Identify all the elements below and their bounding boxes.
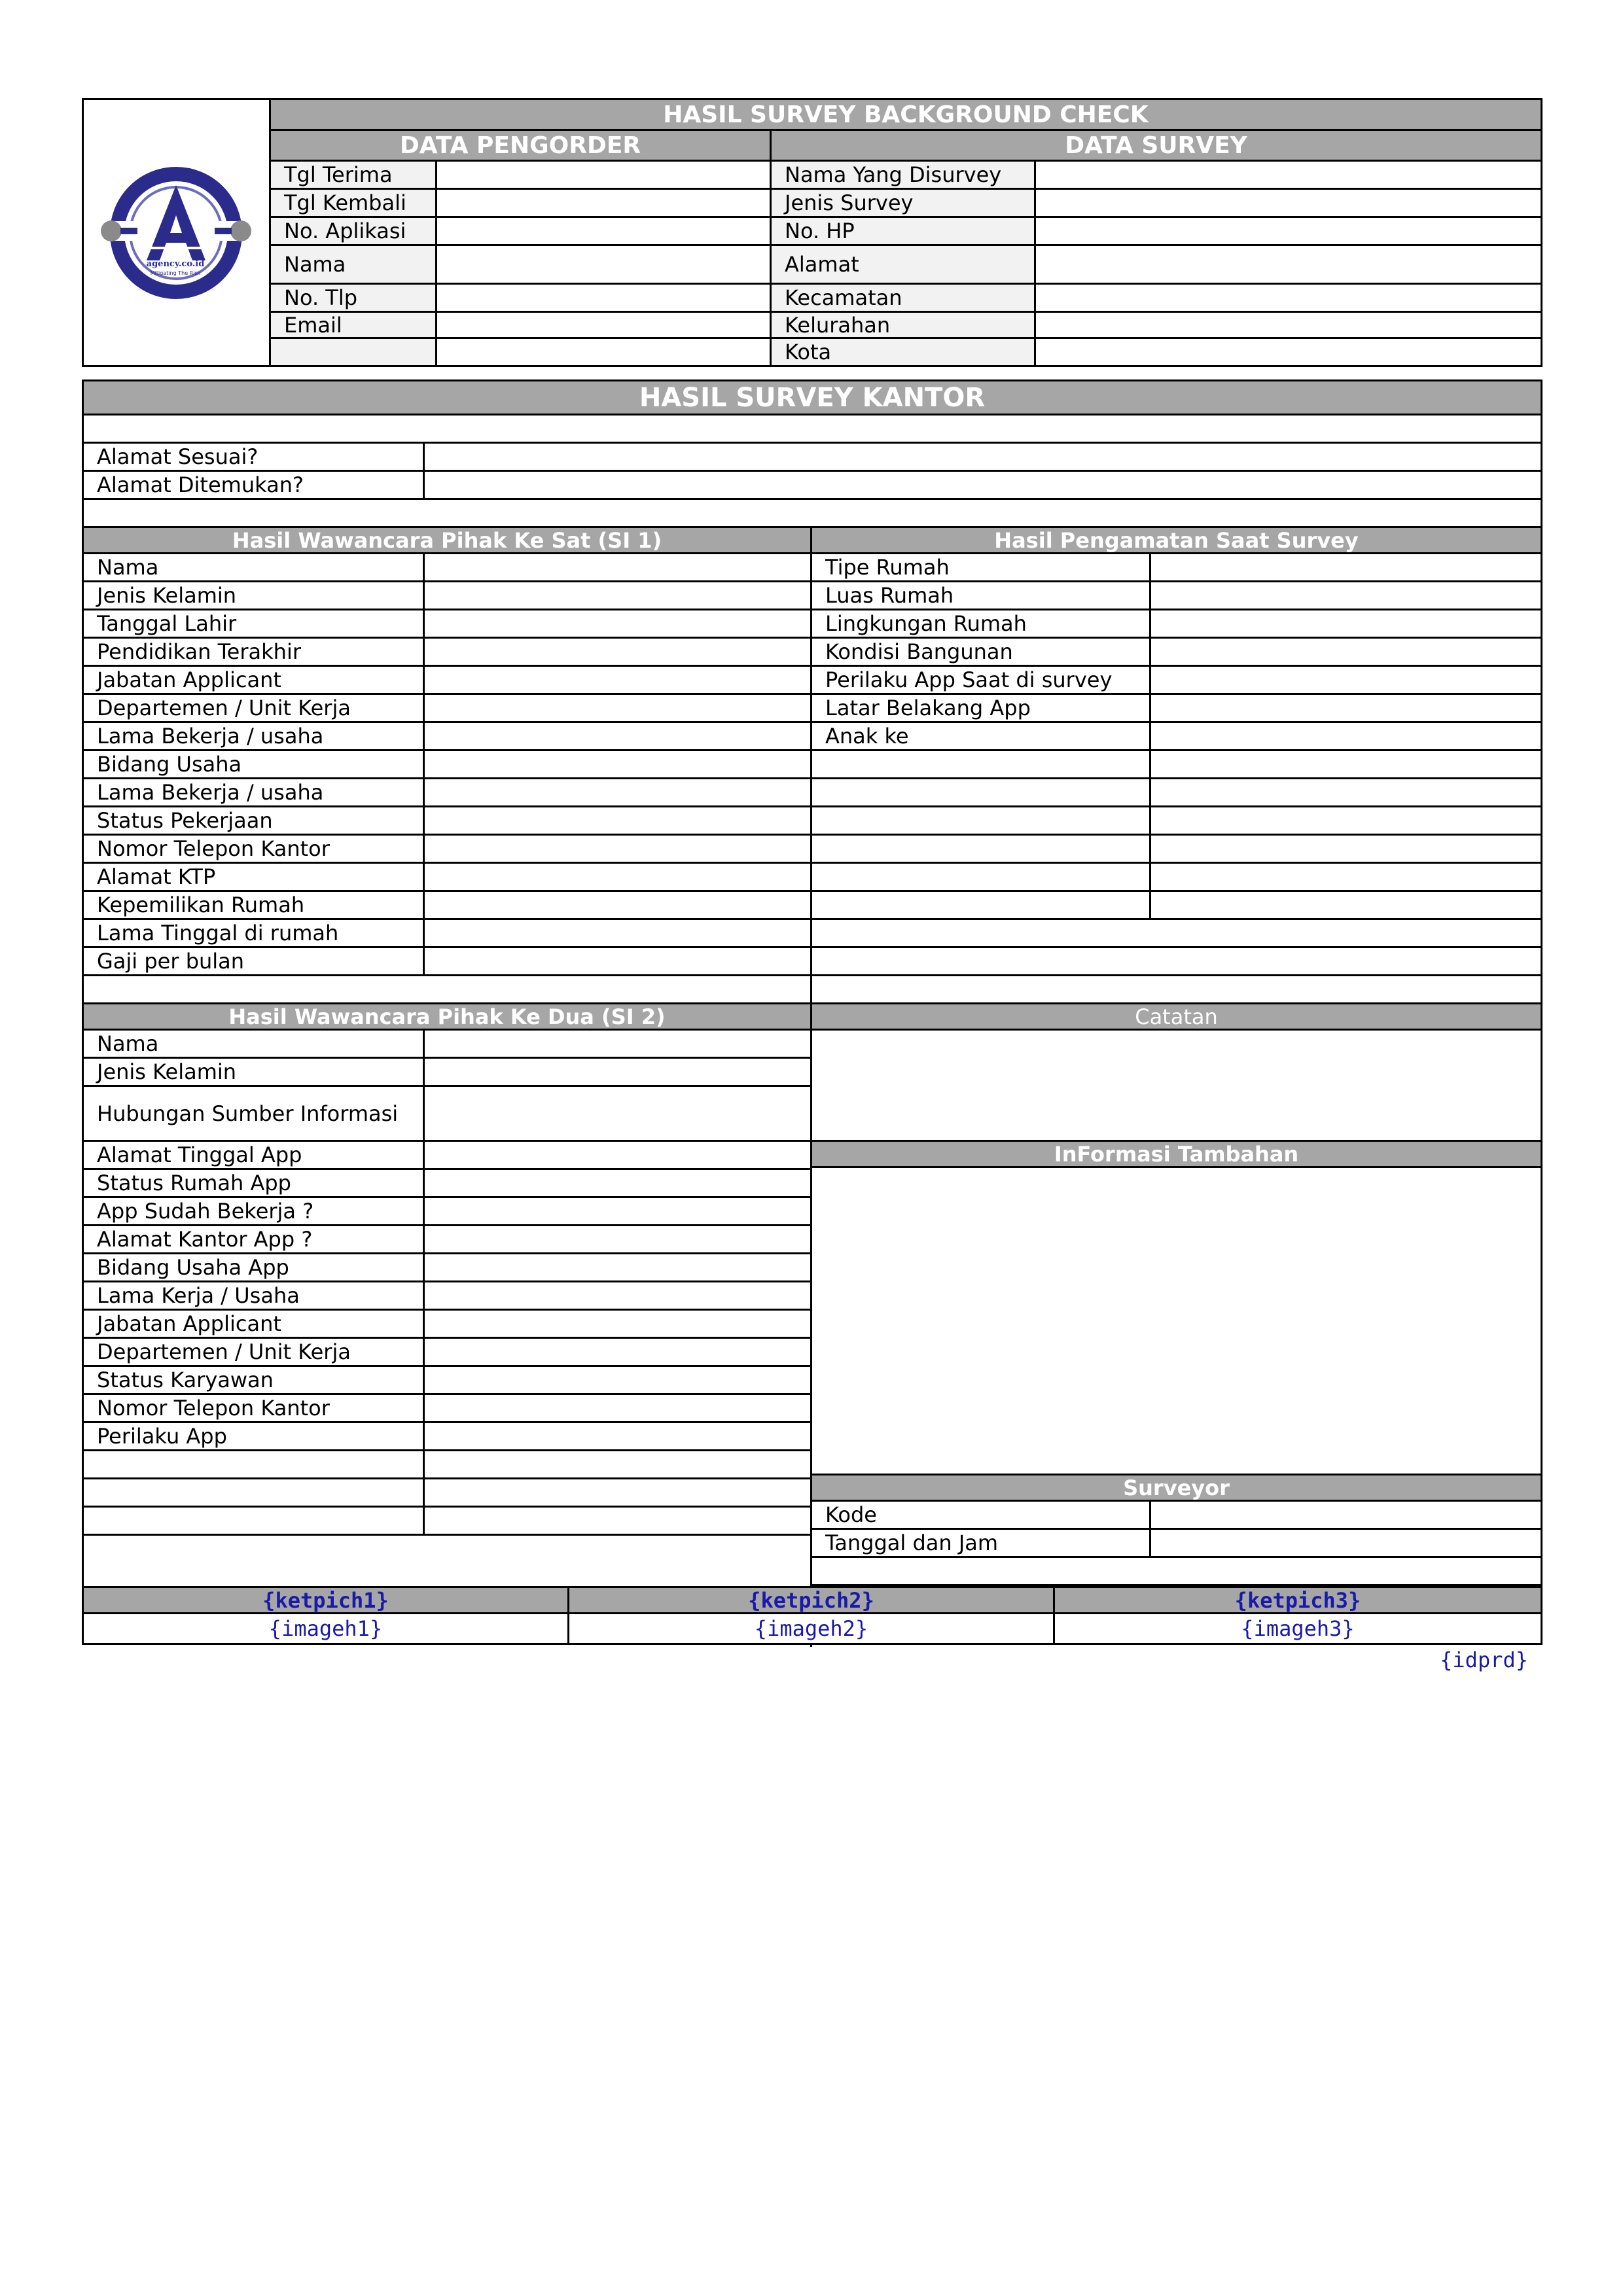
value-field[interactable] (425, 892, 810, 918)
form-row (84, 836, 810, 864)
value-field[interactable] (425, 948, 810, 974)
form-row (84, 639, 810, 667)
product-id: {idprd} (1440, 1648, 1528, 1672)
label-cell: Gaji per bulan (84, 948, 425, 974)
form-row (84, 807, 810, 836)
photo-image-2[interactable]: {imageh2} (569, 1614, 1055, 1643)
header-block (82, 98, 1543, 367)
notes-textarea[interactable] (812, 1031, 1541, 1140)
label-cell (84, 1479, 425, 1506)
label-cell: Bidang Usaha (84, 751, 425, 777)
label-cell: Alamat KTP (84, 864, 425, 890)
value-field[interactable] (425, 610, 810, 637)
spacer-row (84, 415, 1541, 444)
form-row (84, 1226, 810, 1254)
label-cell (812, 751, 1151, 777)
surveyor-row (812, 1502, 1541, 1530)
label-cell: Nomor Telepon Kantor (84, 836, 425, 862)
spacer-row (812, 1558, 1541, 1586)
label-cell: Kelurahan (772, 313, 1036, 337)
label-cell: Lama Tinggal di rumah (84, 920, 425, 946)
label-cell: Pendidikan Terakhir (84, 639, 425, 665)
label-cell: Kepemilikan Rumah (84, 892, 425, 918)
additional-area[interactable] (812, 1168, 1541, 1475)
form-row (84, 723, 810, 751)
value-field[interactable] (1151, 723, 1541, 749)
alamat-ditemukan-row (84, 472, 1541, 500)
office-title-row (84, 381, 1541, 415)
value-field[interactable] (437, 339, 772, 365)
value-field[interactable] (437, 246, 772, 283)
label-cell: Lama Bekerja / usaha (84, 779, 425, 805)
value-field[interactable] (1151, 751, 1541, 777)
data-survey-heading: DATA SURVEY (1065, 132, 1247, 159)
value-field[interactable] (425, 864, 810, 890)
label-cell (812, 892, 1151, 918)
value-field[interactable] (425, 1142, 810, 1168)
label-cell: Kode (812, 1502, 1151, 1528)
office-survey-block (82, 380, 1543, 1645)
value-field[interactable] (1036, 285, 1541, 311)
value-field[interactable] (425, 1367, 810, 1393)
form-row (812, 667, 1541, 695)
form-row (84, 864, 810, 892)
form-row (84, 582, 810, 610)
spacer-row (812, 920, 1541, 948)
observation-title: Hasil Pengamatan Saat Survey (994, 528, 1359, 552)
form-row (84, 667, 810, 695)
label-cell: Jenis Survey (772, 190, 1036, 216)
empty-row (812, 892, 1541, 920)
header-row-2 (271, 190, 1541, 218)
label-cell: Jabatan Applicant (84, 667, 425, 693)
value-field[interactable] (425, 1479, 810, 1506)
empty-row (812, 779, 1541, 807)
value-field[interactable] (1151, 779, 1541, 805)
company-logo (84, 100, 271, 365)
form-row (84, 1395, 810, 1423)
label-cell: Status Karyawan (84, 1367, 425, 1393)
label-cell: Bidang Usaha App (84, 1254, 425, 1280)
label-cell: Jenis Kelamin (84, 582, 425, 609)
label-cell: Alamat (772, 246, 1036, 283)
value-field[interactable] (437, 218, 772, 244)
form-row (812, 723, 1541, 751)
header-row-5 (271, 285, 1541, 313)
si1-section (84, 528, 812, 1647)
form-row (812, 695, 1541, 723)
header-row-6 (271, 313, 1541, 339)
label-cell: No. Tlp (271, 285, 437, 311)
si1-title-row (84, 528, 810, 554)
label-cell: Jabatan Applicant (84, 1311, 425, 1337)
value-field[interactable] (425, 779, 810, 805)
value-field[interactable] (425, 1395, 810, 1421)
value-field[interactable] (1036, 313, 1541, 337)
value-field[interactable] (425, 807, 810, 834)
observation-title-row (812, 528, 1541, 554)
value-field[interactable] (1151, 610, 1541, 637)
label-cell: Tanggal Lahir (84, 610, 425, 637)
spacer-row (812, 976, 1541, 1004)
form-row (84, 892, 810, 920)
value-field[interactable] (425, 472, 1541, 498)
value-field[interactable] (425, 836, 810, 862)
header-table (271, 100, 1541, 365)
si2-title: Hasil Wawancara Pihak Ke Dua (SI 2) (228, 1004, 666, 1029)
form-row (84, 610, 810, 639)
label-cell: No. Aplikasi (271, 218, 437, 244)
value-field[interactable] (425, 920, 810, 946)
photo-image-1[interactable]: {imageh1} (84, 1614, 569, 1643)
si1-title: Hasil Wawancara Pihak Ke Sat (SI 1) (232, 528, 662, 552)
label-cell: Nomor Telepon Kantor (84, 1395, 425, 1421)
section-header-row (271, 131, 1541, 162)
photo-image-3[interactable]: {imageh3} (1241, 1616, 1355, 1641)
label-cell: Kecamatan (772, 285, 1036, 311)
data-pengorder-heading: DATA PENGORDER (271, 131, 772, 160)
label-cell: Kondisi Bangunan (812, 639, 1151, 665)
value-field[interactable] (425, 1311, 810, 1337)
value-field[interactable] (1036, 218, 1541, 244)
form-row (84, 695, 810, 723)
empty-row (812, 751, 1541, 779)
si2-row (84, 1031, 810, 1059)
label-cell: Nama (271, 246, 437, 283)
photo-table (84, 1586, 1541, 1643)
label-cell: Nama Yang Disurvey (772, 162, 1036, 188)
label-cell: App Sudah Bekerja ? (84, 1198, 425, 1224)
form-row (84, 554, 810, 582)
form-row (84, 751, 810, 779)
spacer-row (84, 976, 810, 1004)
empty-row (812, 836, 1541, 864)
header-row-4 (271, 246, 1541, 285)
value-field[interactable] (425, 667, 810, 693)
label-cell: Perilaku App Saat di survey (812, 667, 1151, 693)
empty-row (84, 1479, 810, 1508)
value-field[interactable] (1151, 864, 1541, 890)
value-field[interactable] (425, 1226, 810, 1252)
value-field[interactable] (425, 695, 810, 721)
label-cell: Status Rumah App (84, 1170, 425, 1196)
si2-row (84, 1059, 810, 1087)
form-row (84, 1198, 810, 1226)
surveyor-row (812, 1530, 1541, 1558)
label-cell: Lama Kerja / Usaha (84, 1282, 425, 1309)
value-field[interactable] (425, 1451, 810, 1477)
spacer-row (812, 948, 1541, 976)
surveyor-title: Surveyor (1123, 1475, 1230, 1500)
value-field[interactable] (1151, 695, 1541, 721)
value-field[interactable] (1151, 807, 1541, 834)
header-row-1 (271, 162, 1541, 190)
value-field[interactable] (425, 554, 810, 580)
value-field[interactable] (1151, 892, 1541, 918)
logo-tagline: Mitigating The Risk (150, 270, 201, 276)
label-cell: Tgl Terima (271, 162, 437, 188)
form-row (84, 1367, 810, 1395)
form-row (84, 1142, 810, 1170)
label-cell: Nama (84, 1031, 425, 1057)
label-cell (812, 779, 1151, 805)
label-cell: Alamat Ditemukan? (84, 472, 425, 498)
page-title: HASIL SURVEY BACKGROUND CHECK (663, 101, 1149, 128)
value-field[interactable] (425, 444, 1541, 470)
value-field[interactable] (425, 1282, 810, 1309)
alamat-sesuai-row (84, 444, 1541, 472)
spacer-row (84, 500, 1541, 528)
value-field[interactable] (437, 190, 772, 216)
label-cell: Departemen / Unit Kerja (84, 695, 425, 721)
office-title: HASIL SURVEY KANTOR (639, 382, 986, 413)
value-field[interactable] (1151, 554, 1541, 580)
value-field[interactable] (425, 751, 810, 777)
additional-textarea[interactable] (812, 1168, 1541, 1474)
value-field[interactable] (425, 1170, 810, 1196)
photo-caption-2: {ketpich2} (569, 1588, 1055, 1612)
value-field[interactable] (1036, 246, 1541, 283)
label-cell: Alamat Tinggal App (84, 1142, 425, 1168)
additional-title-row (812, 1142, 1541, 1168)
photo-image-row (84, 1614, 1541, 1643)
label-cell: Tgl Kembali (271, 190, 437, 216)
label-cell (84, 1508, 425, 1534)
label-cell: Luas Rumah (812, 582, 1151, 609)
form-row (84, 1311, 810, 1339)
label-cell: Nama (84, 554, 425, 580)
observation-section (812, 528, 1541, 1647)
value-field[interactable] (1151, 836, 1541, 862)
label-cell: Kota (772, 339, 1036, 365)
value-field[interactable] (425, 582, 810, 609)
notes-title: Catatan (1135, 1004, 1218, 1029)
label-cell: Tanggal dan Jam (812, 1530, 1151, 1556)
label-cell: Lingkungan Rumah (812, 610, 1151, 637)
value-field[interactable] (1151, 1530, 1541, 1556)
label-cell: Perilaku App (84, 1423, 425, 1449)
notes-title-row (812, 1004, 1541, 1031)
label-cell (812, 864, 1151, 890)
form-row (84, 1423, 810, 1451)
si2-title-row (84, 1004, 810, 1031)
value-field[interactable] (1036, 339, 1541, 365)
value-field[interactable] (425, 1087, 810, 1140)
form-row (84, 920, 810, 948)
form-row (812, 639, 1541, 667)
value-field[interactable] (425, 723, 810, 749)
photo-caption-row (84, 1588, 1541, 1614)
notes-area[interactable] (812, 1031, 1541, 1142)
value-field[interactable] (1151, 582, 1541, 609)
value-field[interactable] (1151, 639, 1541, 665)
empty-row (84, 1508, 810, 1536)
surveyor-title-row (812, 1475, 1541, 1502)
value-field[interactable] (1151, 1502, 1541, 1528)
value-field[interactable] (425, 1508, 810, 1534)
empty-row (812, 807, 1541, 836)
value-field[interactable] (425, 1423, 810, 1449)
value-field[interactable] (425, 1059, 810, 1085)
si2-row-tall (84, 1087, 810, 1142)
label-cell: Latar Belakang App (812, 695, 1151, 721)
form-row (812, 582, 1541, 610)
form-row (84, 1170, 810, 1198)
label-cell: Hubungan Sumber Informasi (84, 1087, 425, 1140)
label-cell (271, 339, 437, 365)
empty-row (84, 1451, 810, 1479)
value-field[interactable] (1151, 667, 1541, 693)
photo-caption-3: {ketpich3} (1234, 1588, 1361, 1612)
label-cell: Status Pekerjaan (84, 807, 425, 834)
empty-row (812, 864, 1541, 892)
value-field[interactable] (425, 1031, 810, 1057)
form-row (84, 1339, 810, 1367)
form-row (84, 948, 810, 976)
header-row-7 (271, 339, 1541, 365)
value-field[interactable] (425, 1198, 810, 1224)
value-field[interactable] (1036, 162, 1541, 188)
value-field[interactable] (425, 1254, 810, 1280)
form-row (812, 554, 1541, 582)
label-cell (84, 1451, 425, 1477)
value-field[interactable] (425, 639, 810, 665)
label-cell: Alamat Sesuai? (84, 444, 425, 470)
logo-wordmark: agency.co.id (146, 259, 205, 269)
value-field[interactable] (437, 285, 772, 311)
label-cell: Alamat Kantor App ? (84, 1226, 425, 1252)
additional-title: InFormasi Tambahan (1054, 1142, 1299, 1166)
header-title-row (271, 100, 1541, 131)
label-cell: Email (271, 313, 437, 337)
form-row (84, 779, 810, 807)
value-field[interactable] (1036, 190, 1541, 216)
form-row (84, 1254, 810, 1282)
label-cell (812, 807, 1151, 834)
header-row-3 (271, 218, 1541, 246)
label-cell: Anak ke (812, 723, 1151, 749)
value-field[interactable] (425, 1339, 810, 1365)
value-field[interactable] (437, 313, 772, 337)
label-cell: Jenis Kelamin (84, 1059, 425, 1085)
label-cell: Lama Bekerja / usaha (84, 723, 425, 749)
label-cell (812, 836, 1151, 862)
form-row (812, 610, 1541, 639)
form-row (84, 1282, 810, 1311)
label-cell: No. HP (772, 218, 1036, 244)
label-cell: Departemen / Unit Kerja (84, 1339, 425, 1365)
value-field[interactable] (437, 162, 772, 188)
photo-caption-1: {ketpich1} (84, 1588, 569, 1612)
label-cell: Tipe Rumah (812, 554, 1151, 580)
